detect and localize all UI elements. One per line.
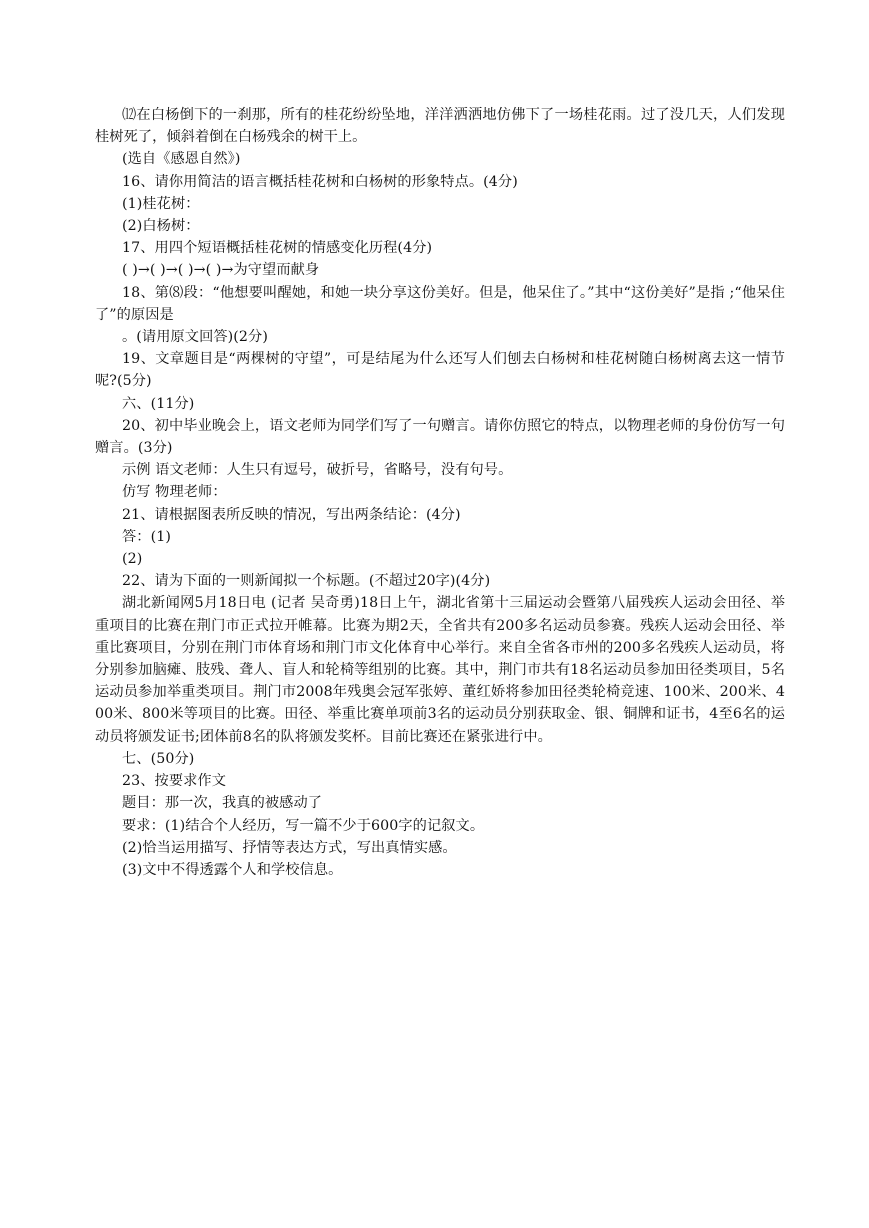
source-note: (选自《感恩自然》) <box>122 151 241 168</box>
document-body <box>95 104 785 881</box>
question-20-example: 示例 语文老师：人生只有逗号，破折号，省略号，没有句号。 <box>122 462 513 479</box>
question-21-answer-2: (2) <box>122 551 143 568</box>
question-16: 16、请你用简洁的语言概括桂花树和白杨树的形象特点。(4分) <box>122 173 518 190</box>
question-17-blanks: ( )→( )→( )→( )→为守望而献身 <box>122 262 320 279</box>
paragraph-12-story-ending: ⑿在白杨倒下的一刹那，所有的桂花纷纷坠地，洋洋洒洒地仿佛下了一场桂花雨。过了没几天，人们发现桂树死了，倾斜着倒在白杨残余的树干上。 <box>95 107 785 146</box>
question-22: 22、请为下面的一则新闻拟一个标题。(不超过20字)(4分) <box>122 573 491 590</box>
question-18-note: 。(请用原文回答)(2分) <box>122 329 268 346</box>
question-19: 19、文章题目是“两棵树的守望”，可是结尾为什么还写人们刨去白杨树和桂花树随白杨树离去这一情节呢?(5分) <box>95 351 785 390</box>
essay-title: 题目：那一次，我真的被感动了 <box>122 795 323 812</box>
question-17: 17、用四个短语概括桂花树的情感变化历程(4分) <box>122 240 433 257</box>
essay-requirement-3: (3)文中不得透露个人和学校信息。 <box>122 861 343 878</box>
essay-requirement-2: (2)恰当运用描写、抒情等表达方式，写出真情实感。 <box>122 839 457 856</box>
question-18: 18、第⑻段：“他想要叫醒她，和她一块分享这份美好。但是，他呆住了。”其中“这份美好”是指 ;“他呆住了”的原因是 <box>95 284 785 323</box>
question-20: 20、初中毕业晚会上，语文老师为同学们写了一句赠言。请你仿照它的特点，以物理老师的身份仿写一句赠言。(3分) <box>95 417 785 457</box>
question-21-answer-1: 答：(1) <box>122 528 171 545</box>
question-20-imitation: 仿写 物理老师： <box>122 484 227 501</box>
question-16-answer-2: (2)白杨树： <box>122 218 200 235</box>
section-7-heading: 七、(50分) <box>122 750 195 767</box>
essay-requirement-1: 要求：(1)结合个人经历，写一篇不少于600字的记叙文。 <box>122 817 485 834</box>
question-23: 23、按要求作文 <box>122 773 226 790</box>
question-16-answer-1: (1)桂花树： <box>122 195 200 212</box>
news-article: 湖北新闻网5月18日电 (记者 吴奇勇)18日上午，湖北省第十三届运动会暨第八届残疾人运动会田径、举重项目的比赛在荆门市正式拉开帷幕。比赛为期2天，全省共有200多名运动员参赛。残疾人运动会田径、举重比赛项目，分别在荆门市体育场和荆门市文化体育中心举行。来自全省各市州的200多名残疾人运动员，将分别参加脑瘫、肢残、聋人、盲人和轮椅等组别的比赛。其中，荆门市共有18名运动员参加田径类项目，5名运动员参加举重类项目。荆门市2008年残奥会冠军张婷、董红娇将参加田径类轮椅竞速、100米、200米、400米、800米等项目的比赛。田径、举重比赛单项前3名的运动员分别获取金、银、铜牌和证书，4至6名的运动员将颁发证书;团体前8名的队将颁发奖杯。目前比赛还在紧张进行中。 <box>95 595 785 745</box>
section-6-heading: 六、(11分) <box>122 395 195 412</box>
question-21: 21、请根据图表所反映的情况，写出两条结论：(4分) <box>122 506 461 523</box>
